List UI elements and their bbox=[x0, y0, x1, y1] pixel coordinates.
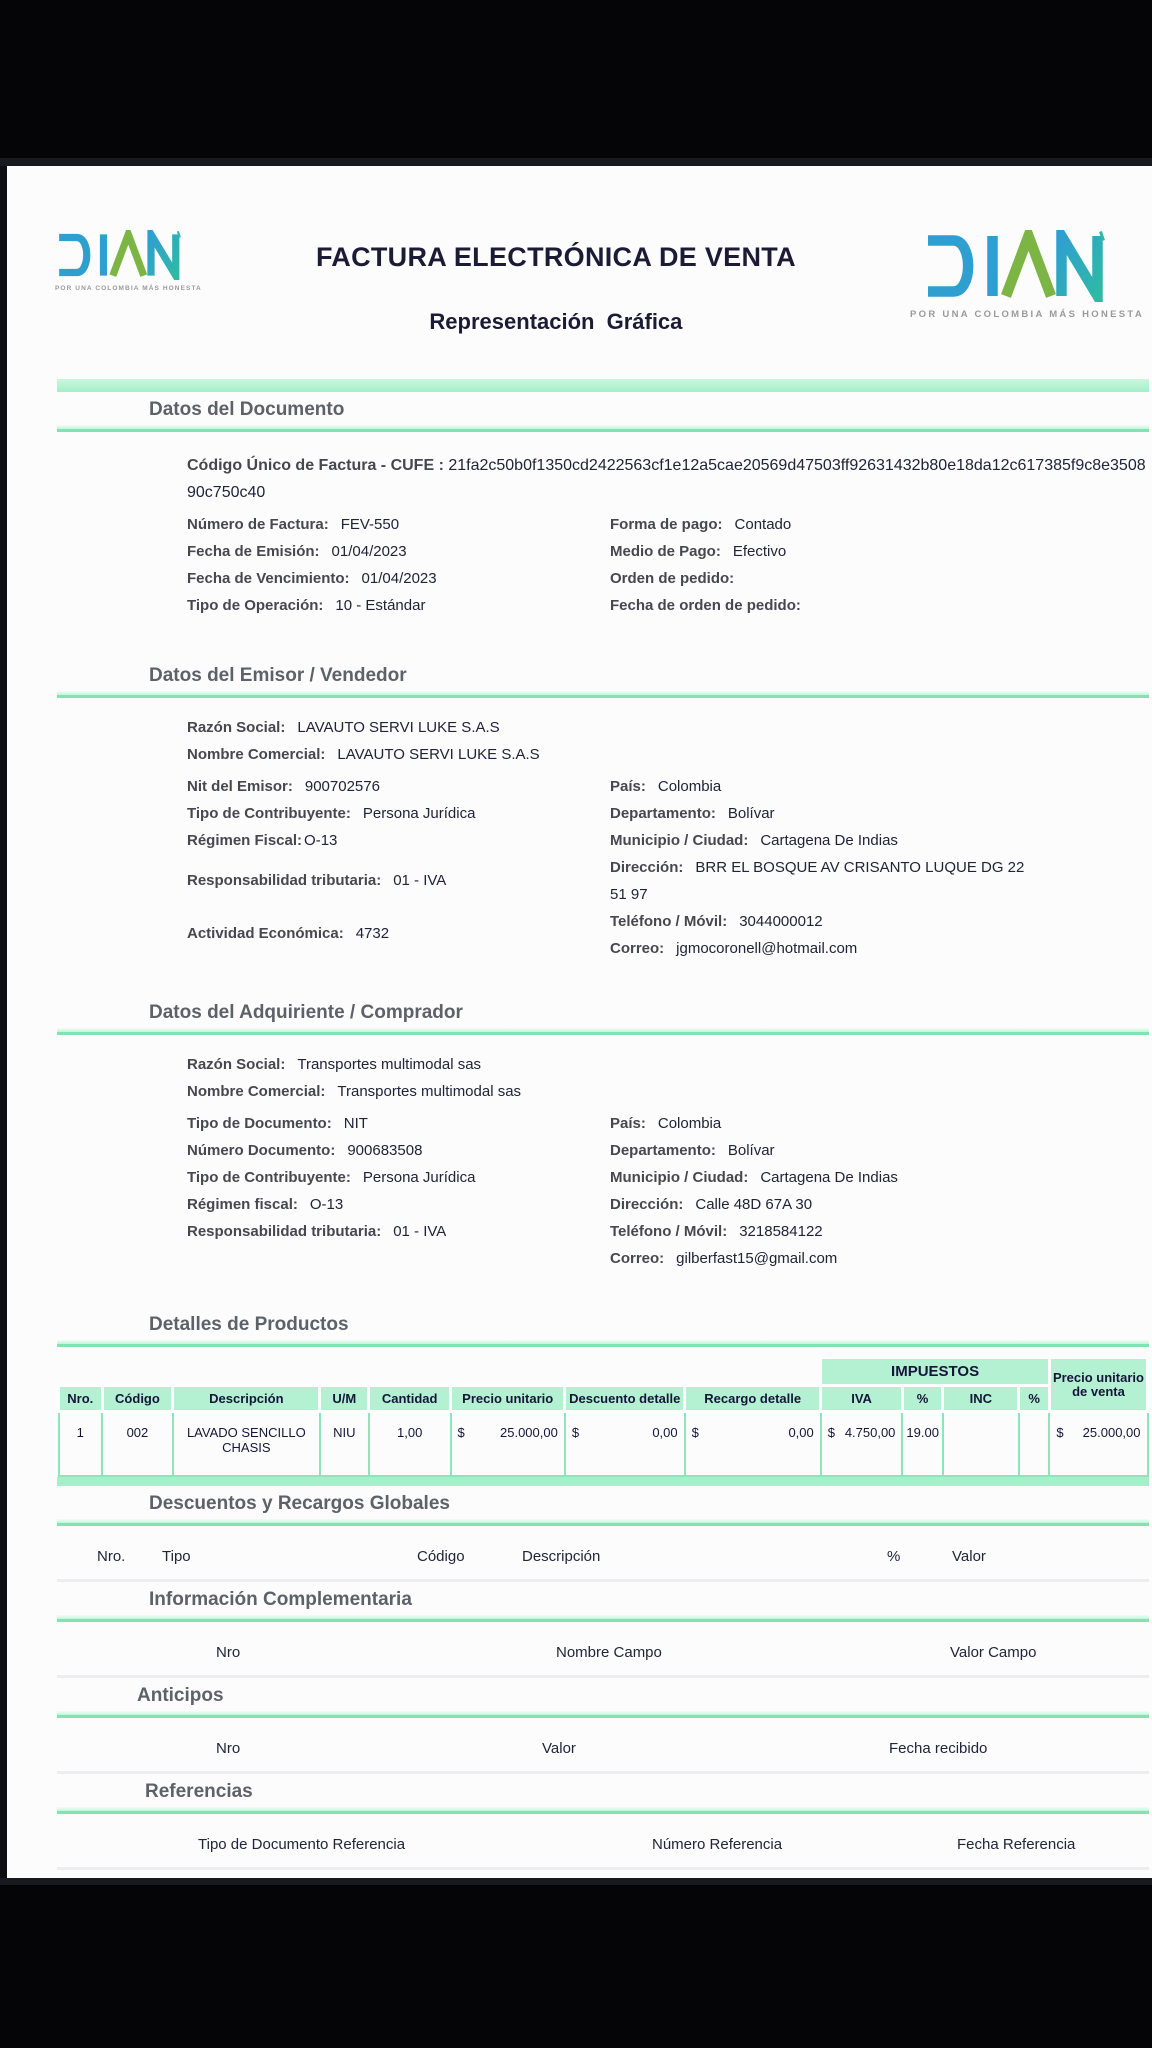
dian-tagline: POR UNA COLOMBIA MÁS HONESTA bbox=[910, 309, 1144, 320]
dian-tagline: POR UNA COLOMBIA MÁS HONESTA bbox=[55, 285, 202, 292]
emisor-fullwidth-fields bbox=[187, 714, 1149, 768]
column-header: Nro bbox=[216, 1739, 241, 1757]
field-row: Correo: jgmocoronell@hotmail.com bbox=[610, 940, 858, 957]
field-row: Teléfono / Móvil: 3218584122 bbox=[610, 1223, 823, 1240]
divider-line bbox=[57, 1579, 1149, 1582]
adquiriente-fullwidth-fields bbox=[187, 1051, 1149, 1105]
section-underline bbox=[57, 1340, 1149, 1347]
field-row: Municipio / Ciudad: Cartagena De Indias bbox=[610, 832, 898, 849]
table-group-header-row bbox=[59, 1358, 1148, 1386]
cufe-label: Código Único de Factura - CUFE : bbox=[187, 457, 444, 474]
column-header: Descripción bbox=[522, 1547, 601, 1565]
column-header-precio-venta: Precio unitario de venta bbox=[1049, 1358, 1147, 1412]
table-header-row bbox=[59, 1386, 1148, 1412]
field-row: Correo: gilberfast15@gmail.com bbox=[610, 1250, 838, 1267]
field-row: Orden de pedido: bbox=[610, 570, 735, 587]
cell-descripcion: LAVADO SENCILLO CHASIS bbox=[173, 1412, 320, 1476]
info-complementaria-header-row bbox=[57, 1644, 1149, 1666]
column-header: Valor Campo bbox=[950, 1643, 1037, 1661]
field-row: Nombre Comercial: Transportes multimodal sas bbox=[187, 1083, 522, 1100]
column-header: Recargo detalle bbox=[685, 1386, 821, 1412]
section-title-referencias: Referencias bbox=[145, 1780, 253, 1802]
section-underline bbox=[57, 691, 1149, 698]
section-title-anticipos: Anticipos bbox=[137, 1684, 224, 1706]
section-underline bbox=[57, 425, 1149, 432]
field-row: Fecha de orden de pedido: bbox=[610, 597, 801, 614]
column-header: % bbox=[1019, 1386, 1049, 1412]
divider-line bbox=[57, 1867, 1149, 1870]
divider-line bbox=[57, 1771, 1149, 1774]
column-header: Descuento detalle bbox=[565, 1386, 685, 1412]
column-header: Código bbox=[417, 1547, 465, 1565]
cell-recargo: $ 0,00 bbox=[685, 1412, 821, 1476]
field-row: Nit del Emisor: 900702576 bbox=[187, 778, 380, 795]
cell-inc bbox=[943, 1412, 1019, 1476]
field-row: Dirección: Calle 48D 67A 30 bbox=[610, 1196, 813, 1213]
field-row: Departamento: Bolívar bbox=[610, 805, 775, 822]
column-header: Precio unitario bbox=[451, 1386, 565, 1412]
cell-cantidad: 1,00 bbox=[369, 1412, 451, 1476]
emisor-fields bbox=[57, 773, 1149, 962]
section-title-productos: Detalles de Productos bbox=[149, 1314, 349, 1335]
field-row: Número Documento: 900683508 bbox=[187, 1142, 423, 1159]
column-header: Tipo bbox=[162, 1547, 191, 1565]
column-header: INC bbox=[943, 1386, 1019, 1412]
cell-iva-pct: 19.00 bbox=[902, 1412, 942, 1476]
field-row: Número de Factura: FEV-550 bbox=[187, 516, 400, 533]
column-header: Fecha Referencia bbox=[957, 1835, 1076, 1853]
field-row: Tipo de Contribuyente: Persona Jurídica bbox=[187, 1169, 476, 1186]
column-header: Fecha recibido bbox=[889, 1739, 988, 1757]
section-underline bbox=[57, 1807, 1149, 1814]
field-row: Medio de Pago: Efectivo bbox=[610, 543, 787, 560]
column-header: Valor bbox=[952, 1547, 986, 1565]
field-row: Fecha de Emisión: 01/04/2023 bbox=[187, 543, 407, 560]
dian-logo-right bbox=[910, 230, 1144, 320]
section-underline bbox=[57, 1615, 1149, 1622]
top-letterbox-bar bbox=[0, 0, 1152, 166]
field-row: Actividad Económica: 4732 bbox=[187, 925, 390, 942]
dian-logo-left bbox=[55, 230, 202, 292]
column-header: IVA bbox=[821, 1386, 903, 1412]
column-header: Tipo de Documento Referencia bbox=[198, 1835, 406, 1853]
field-row: Responsabilidad tributaria: 01 - IVA bbox=[187, 1223, 447, 1240]
column-header: Código bbox=[102, 1386, 173, 1412]
column-header: % bbox=[887, 1547, 901, 1565]
field-row: País: Colombia bbox=[610, 1115, 722, 1132]
document-header bbox=[7, 166, 1152, 335]
section-underline bbox=[57, 1028, 1149, 1035]
field-row: Régimen fiscal: O-13 bbox=[187, 1196, 344, 1213]
cell-um: NIU bbox=[320, 1412, 369, 1476]
column-header: Valor bbox=[542, 1739, 576, 1757]
cell-nro: 1 bbox=[59, 1412, 103, 1476]
divider-line bbox=[57, 1675, 1149, 1678]
invoice-page bbox=[0, 166, 1152, 1878]
section-title-documento: Datos del Documento bbox=[149, 399, 345, 420]
section-title-emisor: Datos del Emisor / Vendedor bbox=[149, 665, 407, 686]
adquiriente-fields bbox=[57, 1110, 1149, 1272]
field-row: País: Colombia bbox=[610, 778, 722, 795]
impuestos-group-header: IMPUESTOS bbox=[821, 1358, 1050, 1386]
section-underline bbox=[57, 1519, 1149, 1526]
cell-precio-venta: $ 25.000,00 bbox=[1049, 1412, 1147, 1476]
field-row: Nombre Comercial: LAVAUTO SERVI LUKE S.A.S bbox=[187, 746, 540, 763]
table-bottom-bar bbox=[57, 1477, 1149, 1486]
documento-fields bbox=[57, 511, 1149, 619]
column-header: Nombre Campo bbox=[556, 1643, 662, 1661]
section-underline bbox=[57, 1711, 1149, 1718]
cell-codigo: 002 bbox=[102, 1412, 173, 1476]
section-title-descuentos: Descuentos y Recargos Globales bbox=[149, 1492, 450, 1514]
field-row: Dirección: BRR EL BOSQUE AV CRISANTO LUQUE DG 22 51 97 bbox=[610, 859, 1025, 903]
page-title: FACTURA ELECTRÓNICA DE VENTA bbox=[315, 242, 796, 272]
cell-precio-unitario: $ 25.000,00 bbox=[451, 1412, 565, 1476]
field-row: Razón Social: LAVAUTO SERVI LUKE S.A.S bbox=[187, 719, 500, 736]
bottom-letterbox-bar bbox=[0, 1878, 1152, 2048]
column-header: Descripción bbox=[173, 1386, 320, 1412]
field-row: Razón Social: Transportes multimodal sas bbox=[187, 1056, 482, 1073]
cell-inc-pct bbox=[1019, 1412, 1049, 1476]
products-table bbox=[57, 1356, 1149, 1477]
descuentos-header-row bbox=[57, 1548, 1149, 1570]
dian-logo-icon bbox=[910, 230, 1120, 302]
column-header: Cantidad bbox=[369, 1386, 451, 1412]
cufe-row bbox=[187, 452, 1149, 506]
column-header: % bbox=[902, 1386, 942, 1412]
dian-logo-icon bbox=[55, 230, 183, 280]
column-header: U/M bbox=[320, 1386, 369, 1412]
field-row: Municipio / Ciudad: Cartagena De Indias bbox=[610, 1169, 898, 1186]
field-row: Responsabilidad tributaria: 01 - IVA bbox=[187, 872, 447, 889]
section-title-adquiriente: Datos del Adquiriente / Comprador bbox=[149, 1002, 463, 1023]
field-row: Régimen Fiscal: O-13 bbox=[187, 832, 338, 849]
referencias-header-row bbox=[57, 1836, 1149, 1858]
cell-descuento: $ 0,00 bbox=[565, 1412, 685, 1476]
invoice-body bbox=[57, 379, 1149, 1870]
field-row: Tipo de Operación: 10 - Estándar bbox=[187, 597, 426, 614]
field-row: Forma de pago: Contado bbox=[610, 516, 792, 533]
column-header: Nro. bbox=[97, 1547, 126, 1565]
table-blank-cell bbox=[59, 1358, 821, 1386]
field-row: Departamento: Bolívar bbox=[610, 1142, 775, 1159]
anticipos-header-row bbox=[57, 1740, 1149, 1762]
field-row: Teléfono / Móvil: 3044000012 bbox=[610, 913, 823, 930]
cell-iva: $ 4.750,00 bbox=[821, 1412, 903, 1476]
field-row: Tipo de Documento: NIT bbox=[187, 1115, 368, 1132]
field-row: Fecha de Vencimiento: 01/04/2023 bbox=[187, 570, 437, 587]
table-row bbox=[59, 1412, 1148, 1476]
column-header: Número Referencia bbox=[652, 1835, 783, 1853]
column-header: Nro bbox=[216, 1643, 241, 1661]
page-subtitle: Representación Gráfica bbox=[429, 309, 683, 334]
cufe-value: 21fa2c50b0f1350cd2422563cf1e12a5cae20569d47503ff92631432b80e18da12c617385f9c8e350890c750c40 bbox=[187, 457, 1146, 501]
title-block bbox=[202, 230, 910, 335]
column-header: Nro. bbox=[59, 1386, 103, 1412]
section-title-info-complementaria: Información Complementaria bbox=[149, 1588, 412, 1610]
field-row: Tipo de Contribuyente: Persona Jurídica bbox=[187, 805, 476, 822]
section-top-bar bbox=[57, 379, 1149, 392]
